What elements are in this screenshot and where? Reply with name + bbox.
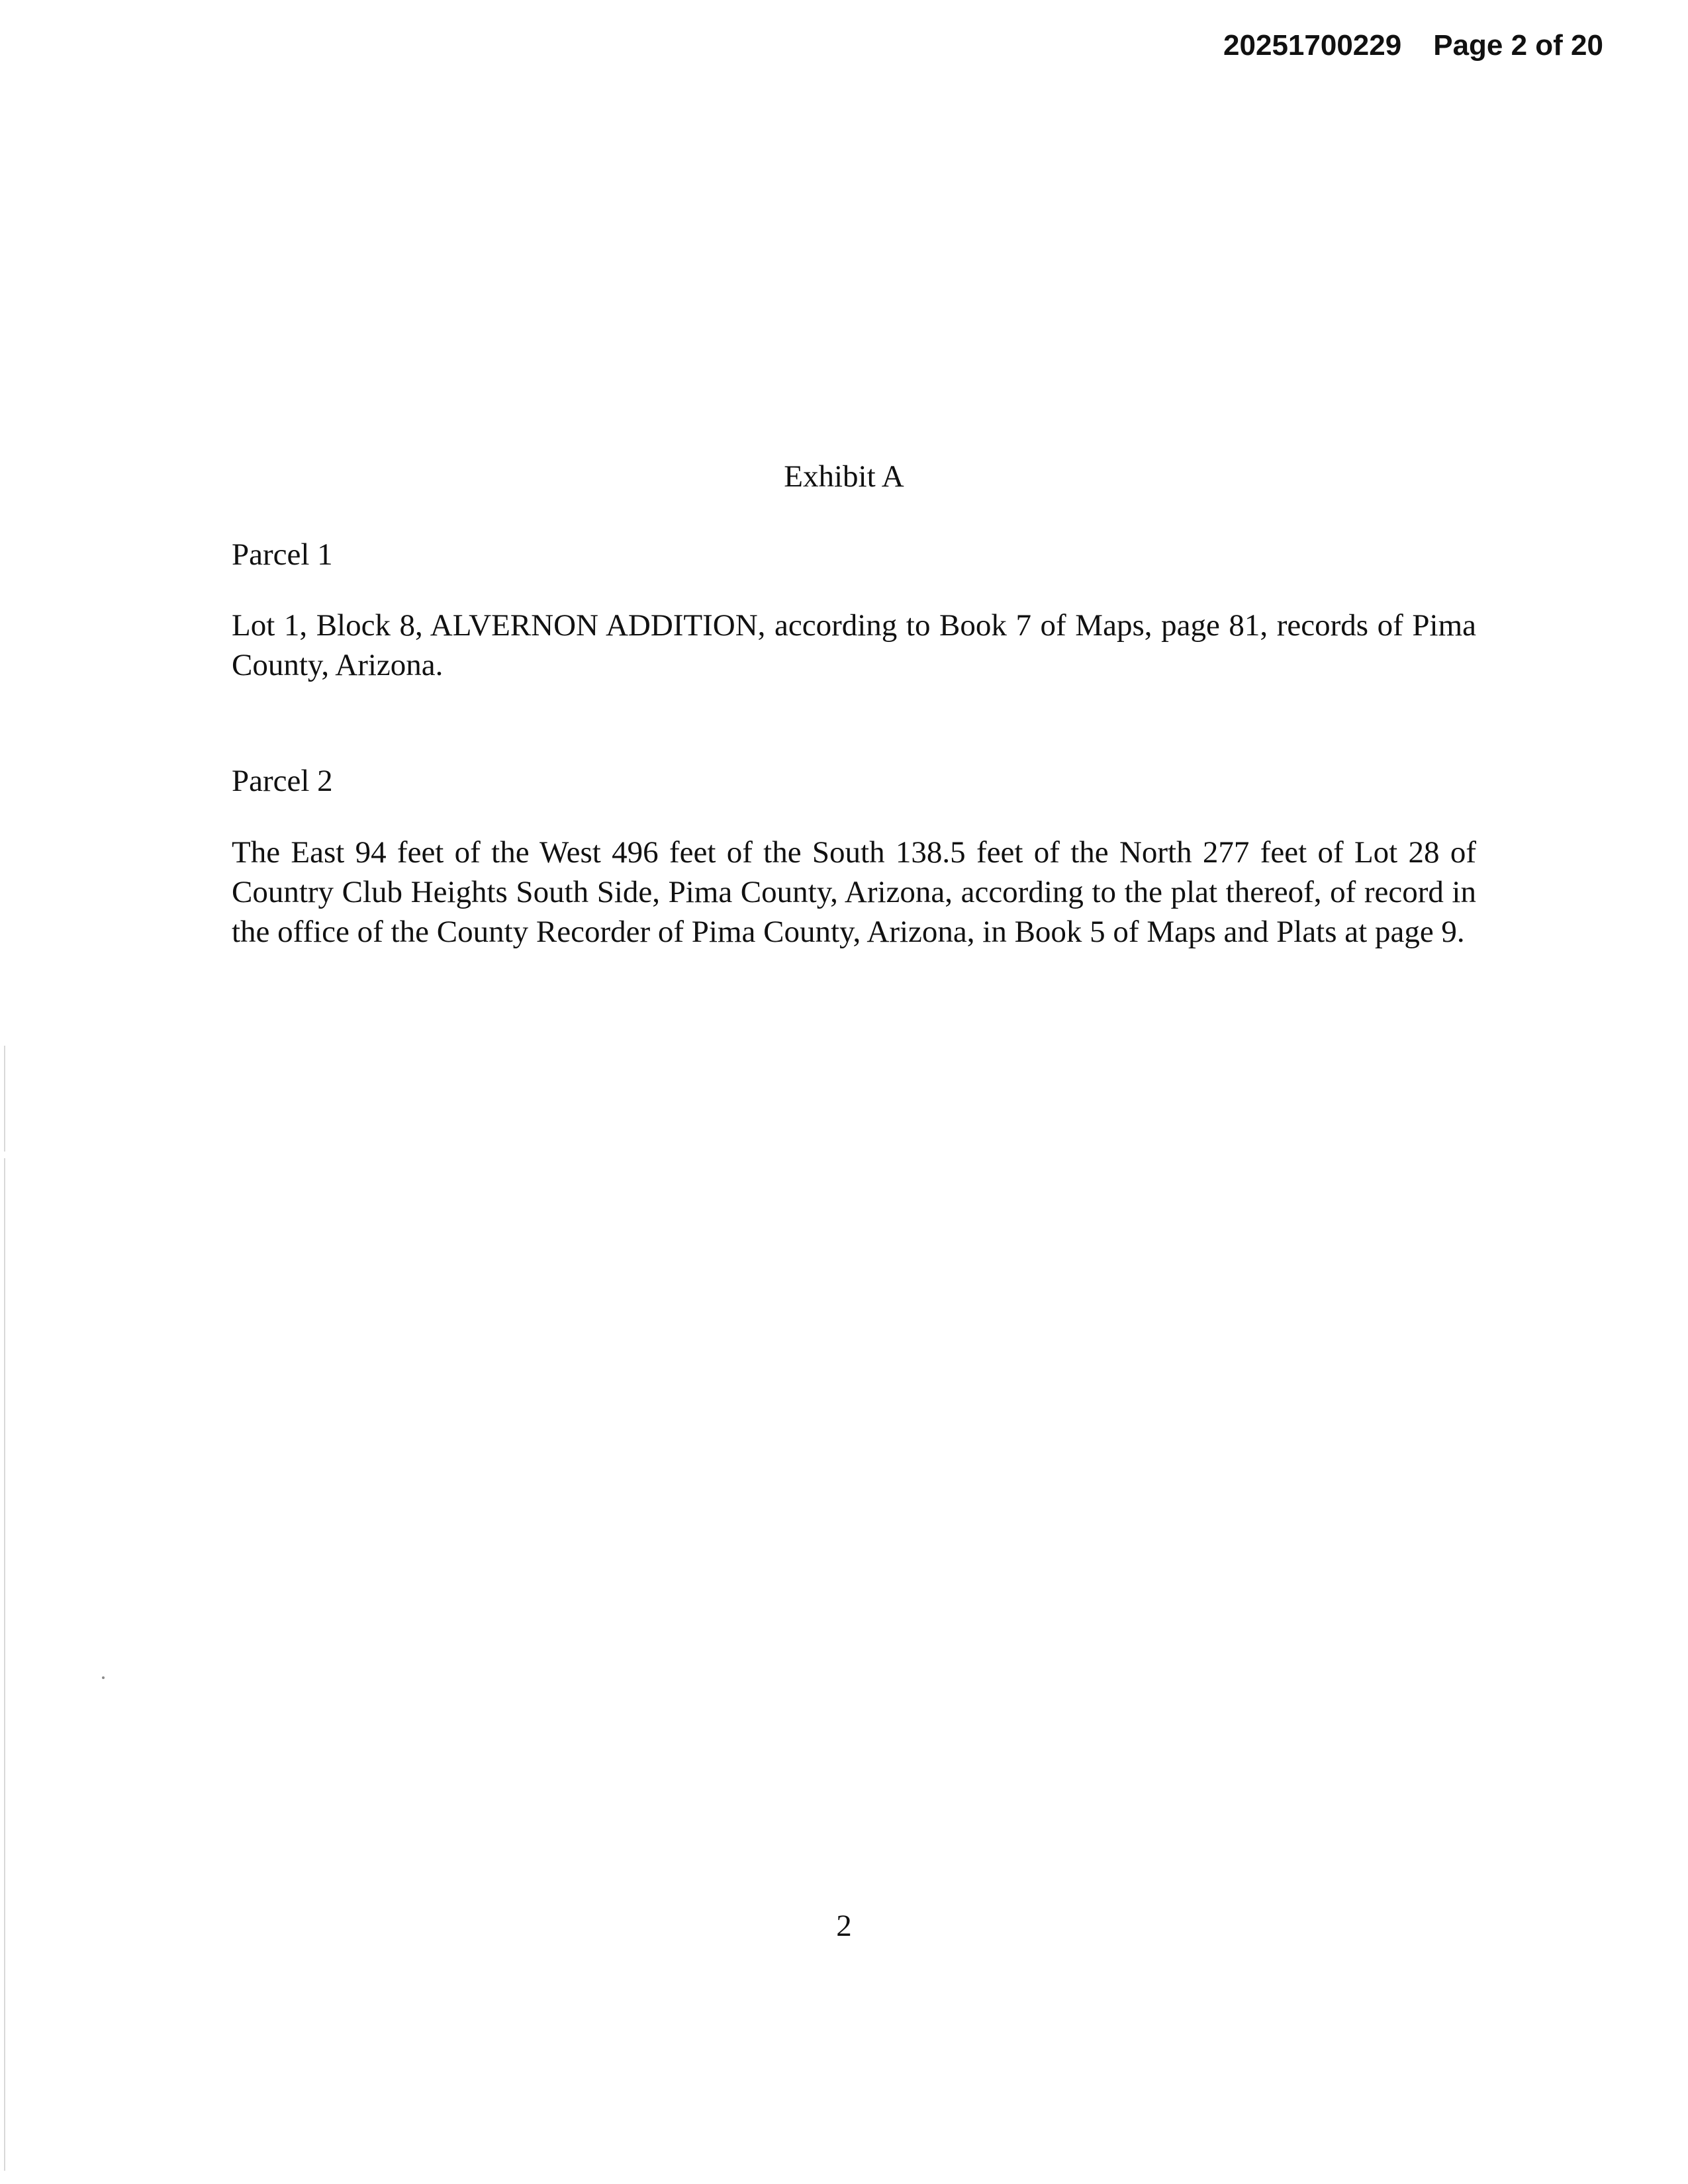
parcel-2-heading: Parcel 2: [232, 764, 333, 798]
scan-edge-line: [4, 1046, 5, 1152]
parcel-1-heading: Parcel 1: [232, 537, 333, 572]
parcel-2-text: The East 94 feet of the West 496 feet of the South 138.5 feet of the North 277 feet of Lot 28 of Country Club Heights South Side, Pima County, Arizona, according to the plat thereof, of record in the office of the County Recorder of Pima County, Arizona, in Book 5 of Maps and Plats at page 9.: [232, 835, 1476, 949]
exhibit-title: Exhibit A: [784, 459, 904, 494]
parcel-1-description: [232, 606, 1476, 685]
parcel-1-text: Lot 1, Block 8, ALVERNON ADDITION, according to Book 7 of Maps, page 81, records of Pima County, Arizona.: [232, 608, 1476, 682]
recording-stamp: [1223, 29, 1603, 62]
scan-speck: [102, 1676, 105, 1679]
page-number: 2: [836, 1909, 852, 1943]
scan-edge-line: [4, 1158, 5, 2171]
parcel-2-description: [232, 833, 1476, 952]
page-label: Page 2 of 20: [1433, 29, 1603, 62]
document-number: 20251700229: [1223, 29, 1402, 62]
